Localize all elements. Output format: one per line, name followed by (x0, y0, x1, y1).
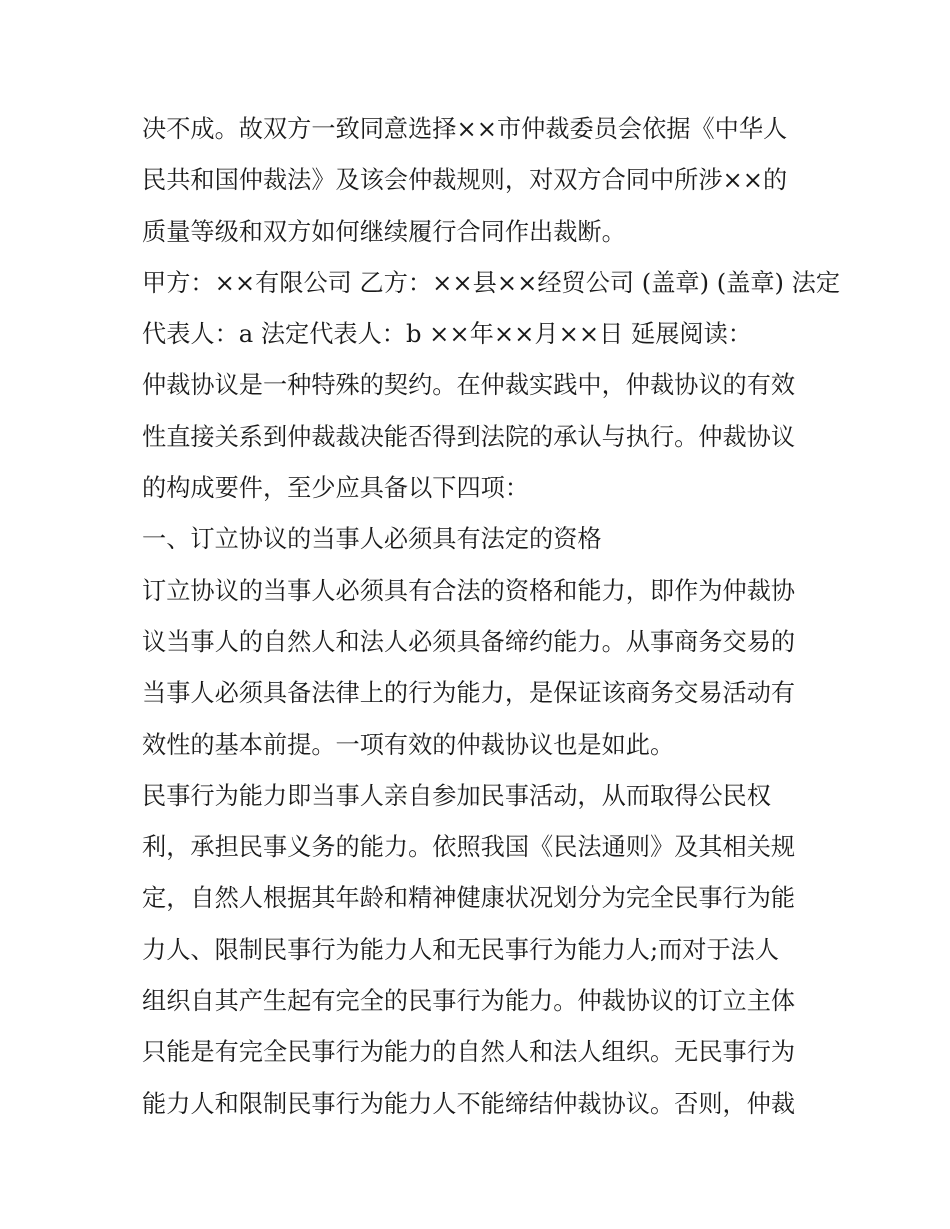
text-line: 决不成。故双方一致同意选择××市仲裁委员会依据《中华人 (142, 115, 788, 143)
text-line: 质量等级和双方如何继续履行合同作出裁断。 (142, 217, 626, 246)
text-line: 利，承担民事义务的能力。依照我国《民法通则》及其相关规 (142, 833, 796, 862)
text-line: 仲裁协议是一种特殊的契约。在仲裁实践中，仲裁协议的有效 (142, 371, 796, 400)
text-line: 只能是有完全民事行为能力的自然人和法人组织。无民事行为 (142, 1038, 796, 1067)
text-line: 性直接关系到仲裁裁决能否得到法院的承认与执行。仲裁协议 (142, 422, 796, 451)
text-line: 订立协议的当事人必须具有合法的资格和能力，即作为仲裁协 (142, 576, 796, 605)
text-line: 效性的基本前提。一项有效的仲裁协议也是如此。 (142, 730, 675, 759)
text-line: 民事行为能力即当事人亲自参加民事活动，从而取得公民权 (142, 781, 771, 810)
text-line: 能力人和限制民事行为能力人不能缔结仲裁协议。否则，仲裁 (142, 1089, 796, 1118)
text-line: 的构成要件，至少应具备以下四项： (142, 474, 530, 503)
section-heading: 一、订立协议的当事人必须具有法定的资格 (142, 525, 602, 554)
text-line: 议当事人的自然人和法人必须具备缔约能力。从事商务交易的 (142, 627, 796, 656)
text-line: 民共和国仲裁法》及该会仲裁规则，对双方合同中所涉××的 (142, 166, 788, 195)
text-line: 力人、限制民事行为能力人和无民事行为能力人;而对于法人 (142, 935, 780, 964)
text-line: 组织自其产生起有完全的民事行为能力。仲裁协议的订立主体 (142, 987, 796, 1016)
text-line: 甲方：××有限公司 乙方：××县××经贸公司 (盖章) (盖章) 法定 (142, 268, 841, 297)
document-body (142, 104, 841, 1130)
text-line: 代表人：a 法定代表人：b ××年××月××日 延展阅读： (142, 320, 752, 349)
text-line: 定，自然人根据其年龄和精神健康状况划分为完全民事行为能 (142, 884, 796, 913)
text-line: 当事人必须具备法律上的行为能力，是保证该商务交易活动有 (142, 679, 796, 708)
